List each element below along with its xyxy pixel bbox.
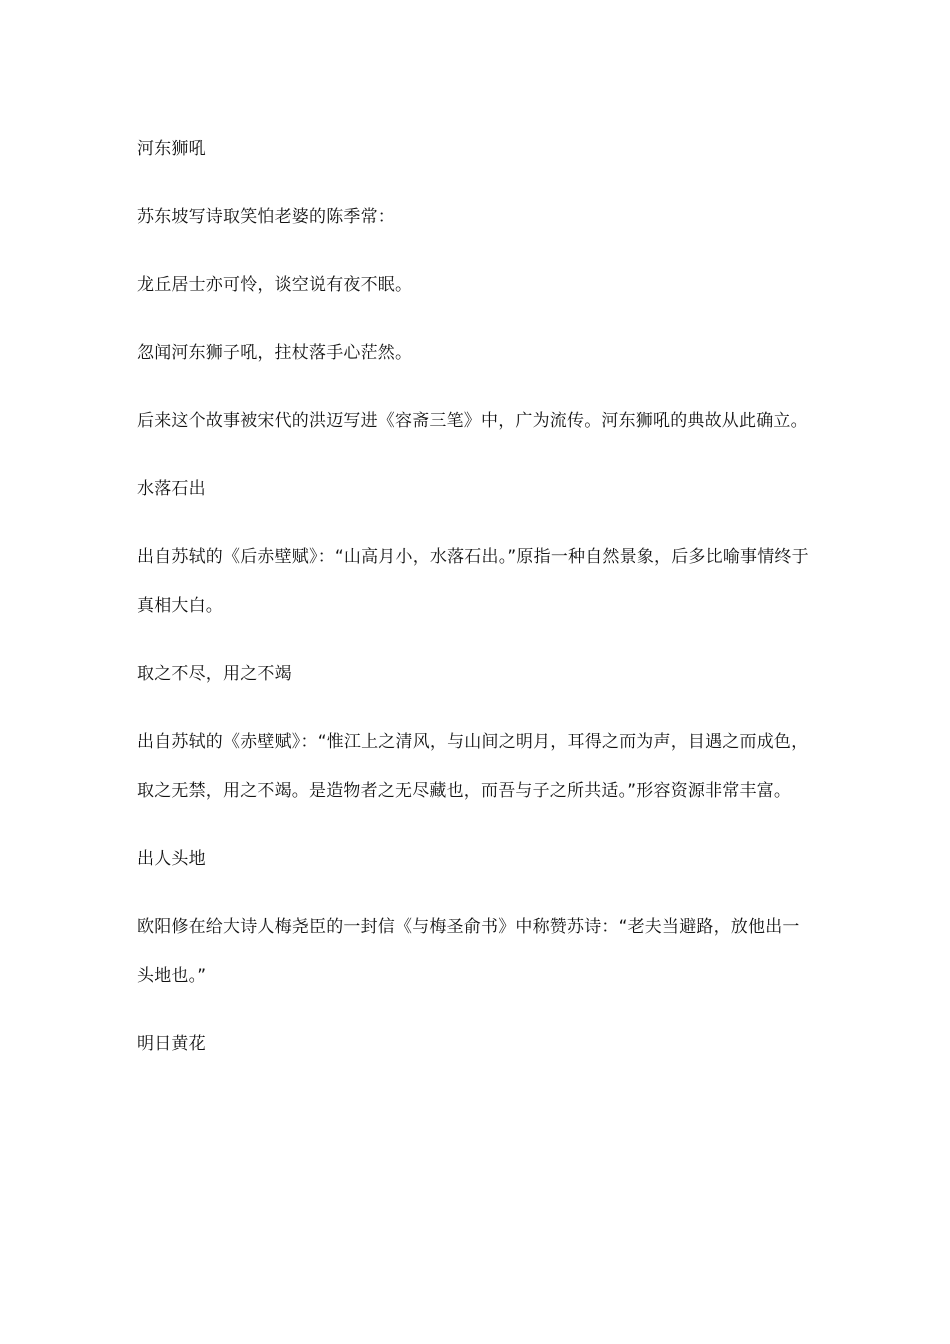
intro-paragraph: 苏东坡写诗取笑怕老婆的陈季常：: [137, 207, 395, 227]
quzhi-explanation: 出自苏轼的《赤壁赋》：“惟江上之清风，与山间之明月，耳得之而为声，目遇之而成色，取之无禁，用之不竭。是造物者之无尽藏也，而吾与子之所共适。”形容资源非常丰富。: [137, 732, 809, 801]
idiom-heading-quzhi-bujin: 取之不尽，用之不竭: [137, 664, 292, 684]
document-page: [137, 125, 809, 1088]
idiom-heading-mingri-huanghua: 明日黄花: [137, 1034, 206, 1054]
story-paragraph: 后来这个故事被宋代的洪迈写进《容斋三笔》中，广为流传。河东狮吼的典故从此确立。: [137, 411, 808, 431]
shuiluo-explanation: 出自苏轼的《后赤壁赋》：“山高月小，水落石出。”原指一种自然景象，后多比喻事情终于真相大白。: [137, 547, 809, 616]
idiom-heading-hedong-shihou: 河东狮吼: [137, 139, 206, 159]
poem-line-2: 忽闻河东狮子吼，拄杖落手心茫然。: [137, 343, 413, 363]
idiom-heading-churen-toudi: 出人头地: [137, 849, 206, 869]
poem-line-1: 龙丘居士亦可怜，谈空说有夜不眠。: [137, 275, 413, 295]
idiom-heading-shuiluo-shichu: 水落石出: [137, 479, 206, 499]
churen-explanation: 欧阳修在给大诗人梅尧臣的一封信《与梅圣俞书》中称赞苏诗：“老夫当避路，放他出一头地也。”: [137, 917, 800, 986]
